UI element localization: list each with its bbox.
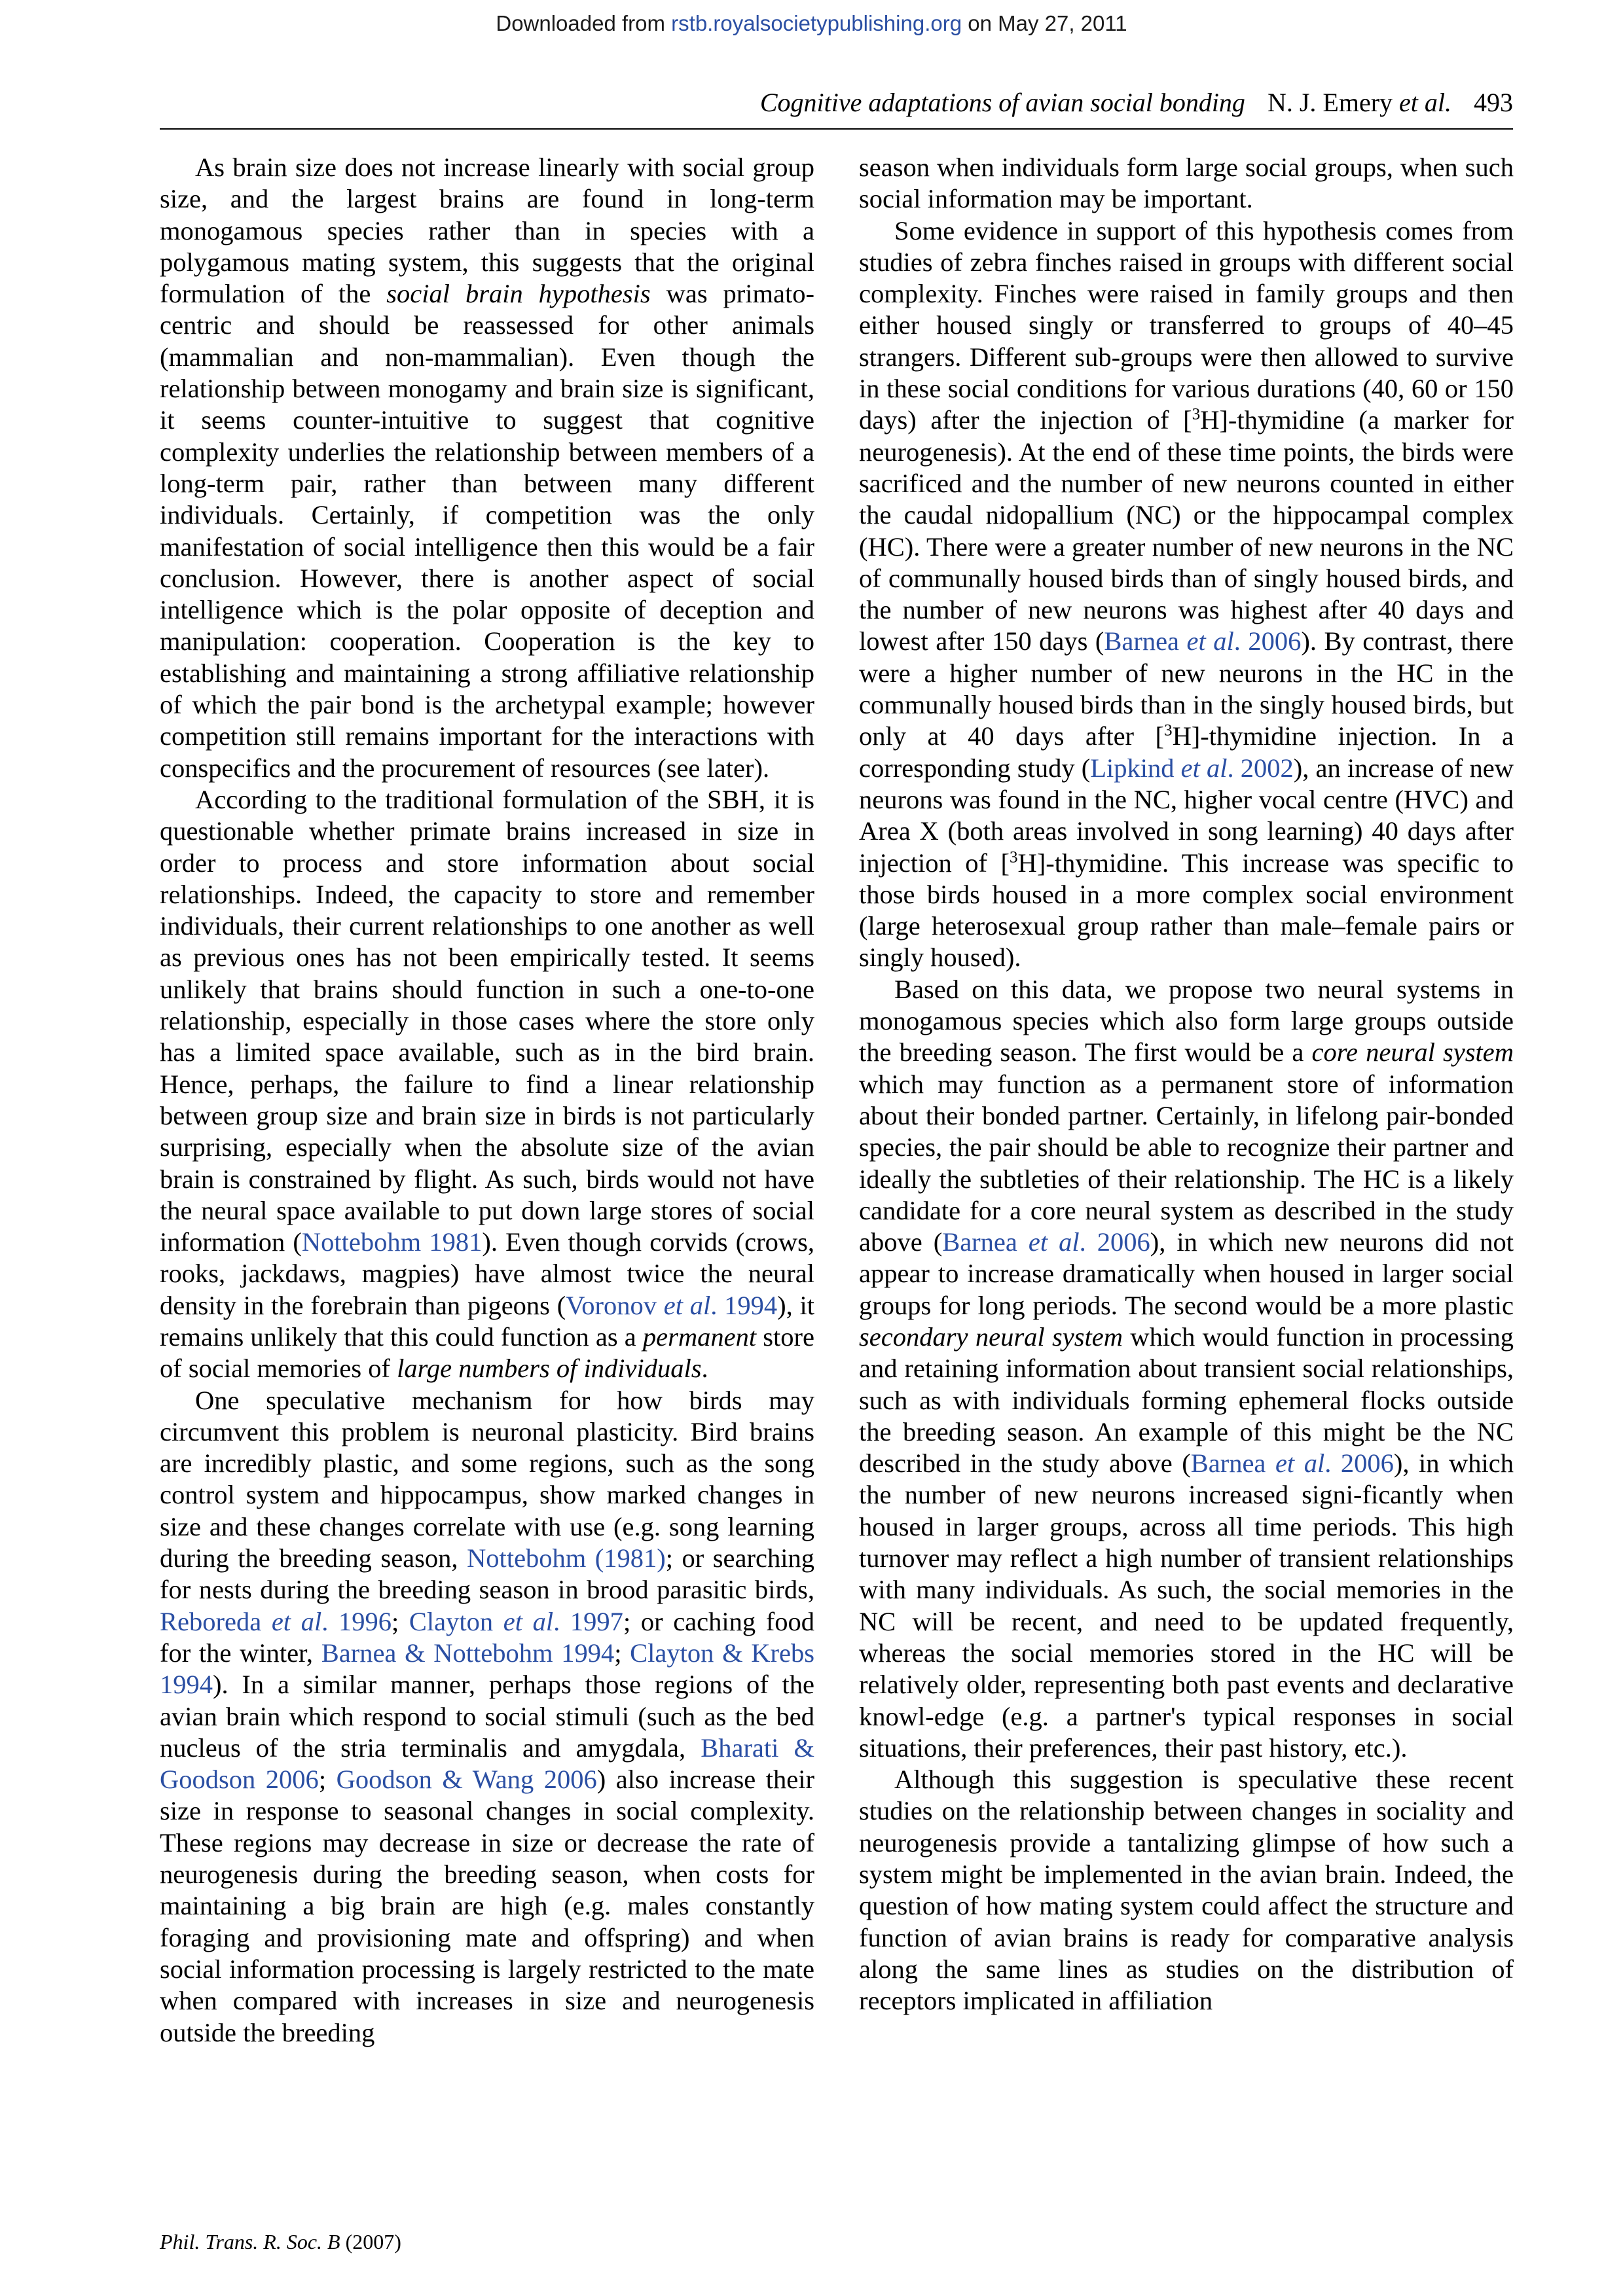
- text-run: ), in which new neurons did not appear to increase dramatically when housed in larger social groups for long periods. The second would be a more plastic: [859, 1227, 1514, 1320]
- footer-journal: Phil. Trans. R. Soc. B: [160, 2230, 340, 2253]
- citation-link[interactable]: Barnea et al. 2006: [1190, 1448, 1394, 1479]
- superscript: 3: [1009, 848, 1018, 867]
- text-run: H]-thymidine (a marker for neurogenesis). At the end of these time points, the birds were sacrificed and the number of new neurons counted in either the caudal nidopallium (NC) or the hippocampal complex (HC). There were a greater number of new neurons in the NC of communally housed birds than of singly housed birds, and the number of new neurons was highest after 40 days and lowest after 150 days (: [859, 405, 1514, 656]
- page-footer: [160, 2229, 401, 2255]
- text-run: ;: [614, 1638, 630, 1668]
- citation-link[interactable]: Nottebohm (1981): [467, 1543, 666, 1573]
- running-head-authors-lead: N. J. Emery: [1267, 88, 1400, 117]
- text-run: .: [701, 1354, 708, 1384]
- download-link[interactable]: rstb.royalsocietypublishing.org: [671, 11, 962, 35]
- citation-link[interactable]: Barnea & Nottebohm 1994: [321, 1638, 615, 1668]
- superscript: 3: [1192, 405, 1201, 423]
- text-run: ). In a similar manner, perhaps those regions of the avian brain which respond to social stimuli (such as the bed nucleus of the stria terminalis and amygdala,: [160, 1670, 814, 1763]
- text-run: ; or searching for nests during the breeding season in brood parasitic birds,: [160, 1543, 814, 1605]
- download-suffix: on May 27, 2011: [962, 11, 1127, 35]
- text-run: ), an increase of new neurons was found in the NC, higher vocal centre (HVC) and Area X (both areas involved in song learning) 40 days after injection of [: [859, 753, 1514, 878]
- right-paragraph-3: Although this suggestion is speculative these recent studies on the relationship between changes in sociality and neurogenesis provide a tantalizing glimpse of how such a system might be implemented in the avian brain. Indeed, the question of how mating system could affect the structure and function of avian brains is ready for comparative analysis along the same lines as studies on the distribution of receptors implicated in affiliation: [859, 1765, 1514, 2016]
- left-paragraph-2: [160, 784, 814, 1385]
- text-run: which may function as a permanent store of information about their bonded partner. Certainly, in lifelong pair-bonded species, the pair should be able to recognize their partner and ideally the subtleties of their relationship. The HC is a likely candidate for a core neural system as described in the study above (: [859, 1069, 1514, 1257]
- text-run: According to the traditional formulation of the SBH, it is questionable whether primate brains increased in size in order to process and store information about social relationships. Indeed, the capacity to store and remember individuals, their current relationships to one another as well as previous ones has not been empirically tested. It seems unlikely that brains should function in such a one-to-one relationship, especially in those cases where the store only has a limited space available, such as in the bird brain. Hence, perhaps, the failure to find a linear relationship between group size and brain size in birds is not particularly surprising, especially when the absolute size of the avian brain is constrained by flight. As such, birds would not have the neural space available to put down large stores of social information (: [160, 784, 814, 1257]
- text-run: ). By contrast, there were a higher number of new neurons in the HC in the communally housed birds than in the singly housed birds, but only at 40 days after [: [859, 626, 1514, 751]
- citation-link[interactable]: Clayton & Krebs 1994: [160, 1638, 814, 1700]
- emphasis-large-numbers: large numbers of individuals: [397, 1354, 702, 1384]
- text-run: H]-thymidine. This increase was specific to those birds housed in a more complex social environment (large heterosexual group rather than male–female pairs or singly housed).: [859, 848, 1514, 973]
- right-paragraph-2: [859, 974, 1514, 1764]
- text-run: As brain size does not increase linearly with social group size, and the largest brains are found in long-term monogamous species rather than in species with a polygamous mating system, this suggests that the original formulation of the: [160, 152, 814, 309]
- text-run: ) also increase their size in response to seasonal changes in social complexity. These regions may decrease in size or decrease the rate of neurogenesis during the breeding season, when costs for maintaining a big brain are high (e.g. males constantly foraging and provisioning mate and offspring) and when social information processing is largely restricted to the mate when compared with increases in size and neurogenesis outside the breeding: [160, 1765, 814, 2047]
- left-paragraph-1: [160, 152, 814, 784]
- text-run: H]-thymidine injection. In a corresponding study (: [859, 721, 1514, 783]
- citation-link[interactable]: Barnea et al. 2006: [1104, 626, 1302, 656]
- citation-link[interactable]: Goodson & Wang 2006: [336, 1765, 597, 1795]
- download-prefix: Downloaded from: [496, 11, 672, 35]
- superscript: 3: [1164, 721, 1173, 740]
- text-run: ), in which the number of new neurons increased signi-ficantly when housed in larger groups, across all time periods. This high turnover may reflect a high number of transient relationships with many individuals. As such, the social memories in the NC will be recent, and need to be updated frequently, whereas the social memories stored in the HC will be relatively older, representing both past events and declarative knowl-edge (e.g. a partner's typical responses in social situations, their preferences, their past history, etc.).: [859, 1448, 1514, 1763]
- emphasis-core-neural-system: core neural system: [1311, 1037, 1514, 1067]
- left-paragraph-3: [160, 1385, 814, 2049]
- citation-link[interactable]: Clayton et al. 1997: [409, 1606, 623, 1636]
- text-run: ; or caching food for the winter,: [160, 1606, 815, 1668]
- text-run: Based on this data, we propose two neural systems in monogamous species which also form large groups outside the breeding season. The first would be a: [859, 974, 1514, 1067]
- emphasis-social-brain-hypothesis: social brain hypothesis: [386, 279, 651, 309]
- text-run: ;: [318, 1765, 337, 1795]
- running-head-authors-etal: et al.: [1399, 88, 1451, 117]
- emphasis-secondary-neural-system: secondary neural system: [859, 1321, 1123, 1352]
- emphasis-permanent: permanent: [642, 1321, 757, 1352]
- header-rule: [160, 128, 1513, 130]
- right-column: [859, 152, 1514, 2017]
- citation-link[interactable]: Lipkind et al. 2002: [1090, 753, 1294, 783]
- citation-link[interactable]: Reboreda et al. 1996: [160, 1606, 392, 1636]
- text-run: store of social memories of: [160, 1321, 815, 1384]
- running-head-title: Cognitive adaptations of avian social bonding: [759, 88, 1245, 117]
- text-run: One speculative mechanism for how birds may circumvent this problem is neuronal plasticity. Bird brains are incredibly plastic, and some regions, such as the song control system and hippocampus, show marked changes in size and these changes correlate with use (e.g. song learning during the breeding season,: [160, 1385, 814, 1573]
- right-paragraph-1: [859, 215, 1514, 974]
- download-notice: [0, 9, 1623, 38]
- citation-link[interactable]: Barnea et al. 2006: [942, 1227, 1150, 1257]
- text-run: ;: [391, 1606, 409, 1636]
- text-run: ). Even though corvids (crows, rooks, jackdaws, magpies) have almost twice the neural density in the forebrain than pigeons (: [160, 1227, 814, 1320]
- citation-link[interactable]: Bharati & Goodson 2006: [160, 1732, 814, 1795]
- left-column: [160, 152, 814, 2049]
- text-run: was primato-centric and should be reassessed for other animals (mammalian and non-mammalian). Even though the relationship between monogamy and brain size is significant, it seems counter-intuitive to suggest that cognitive complexity underlies the relationship between members of a long-term pair, rather than between many different individuals. Certainly, if competition was the only manifestation of social intelligence then this would be a fair conclusion. However, there is another aspect of social intelligence which is the polar opposite of deception and manipulation: cooperation. Cooperation is the key to establishing and maintaining a strong affiliative relationship of which the pair bond is the archetypal example; however competition still remains important for the interactions with conspecifics and the procurement of resources (see later).: [160, 279, 814, 783]
- running-head-authors: [1267, 88, 1451, 117]
- text-run: Some evidence in support of this hypothesis comes from studies of zebra finches raised in groups with different social complexity. Finches were raised in family groups and then either housed singly or transferred to groups of 40–45 strangers. Different sub-groups were then allowed to survive in these social conditions for various durations (40, 60 or 150 days) after the injection of [: [859, 215, 1514, 435]
- text-run: which would function in processing and retaining information about transient social relationships, such as with individuals forming ephemeral flocks outside the breeding season. An example of this might be the NC described in the study above (: [859, 1321, 1514, 1479]
- footer-year: (2007): [340, 2230, 401, 2253]
- right-paragraph-continued: season when individuals form large social groups, when such social information may be important.: [859, 152, 1514, 214]
- page-number: 493: [1474, 88, 1513, 117]
- running-head: [760, 86, 1513, 119]
- citation-link[interactable]: Voronov et al. 1994: [566, 1290, 778, 1320]
- text-run: ), it remains unlikely that this could function as a: [160, 1290, 814, 1352]
- citation-link[interactable]: Nottebohm 1981: [301, 1227, 483, 1257]
